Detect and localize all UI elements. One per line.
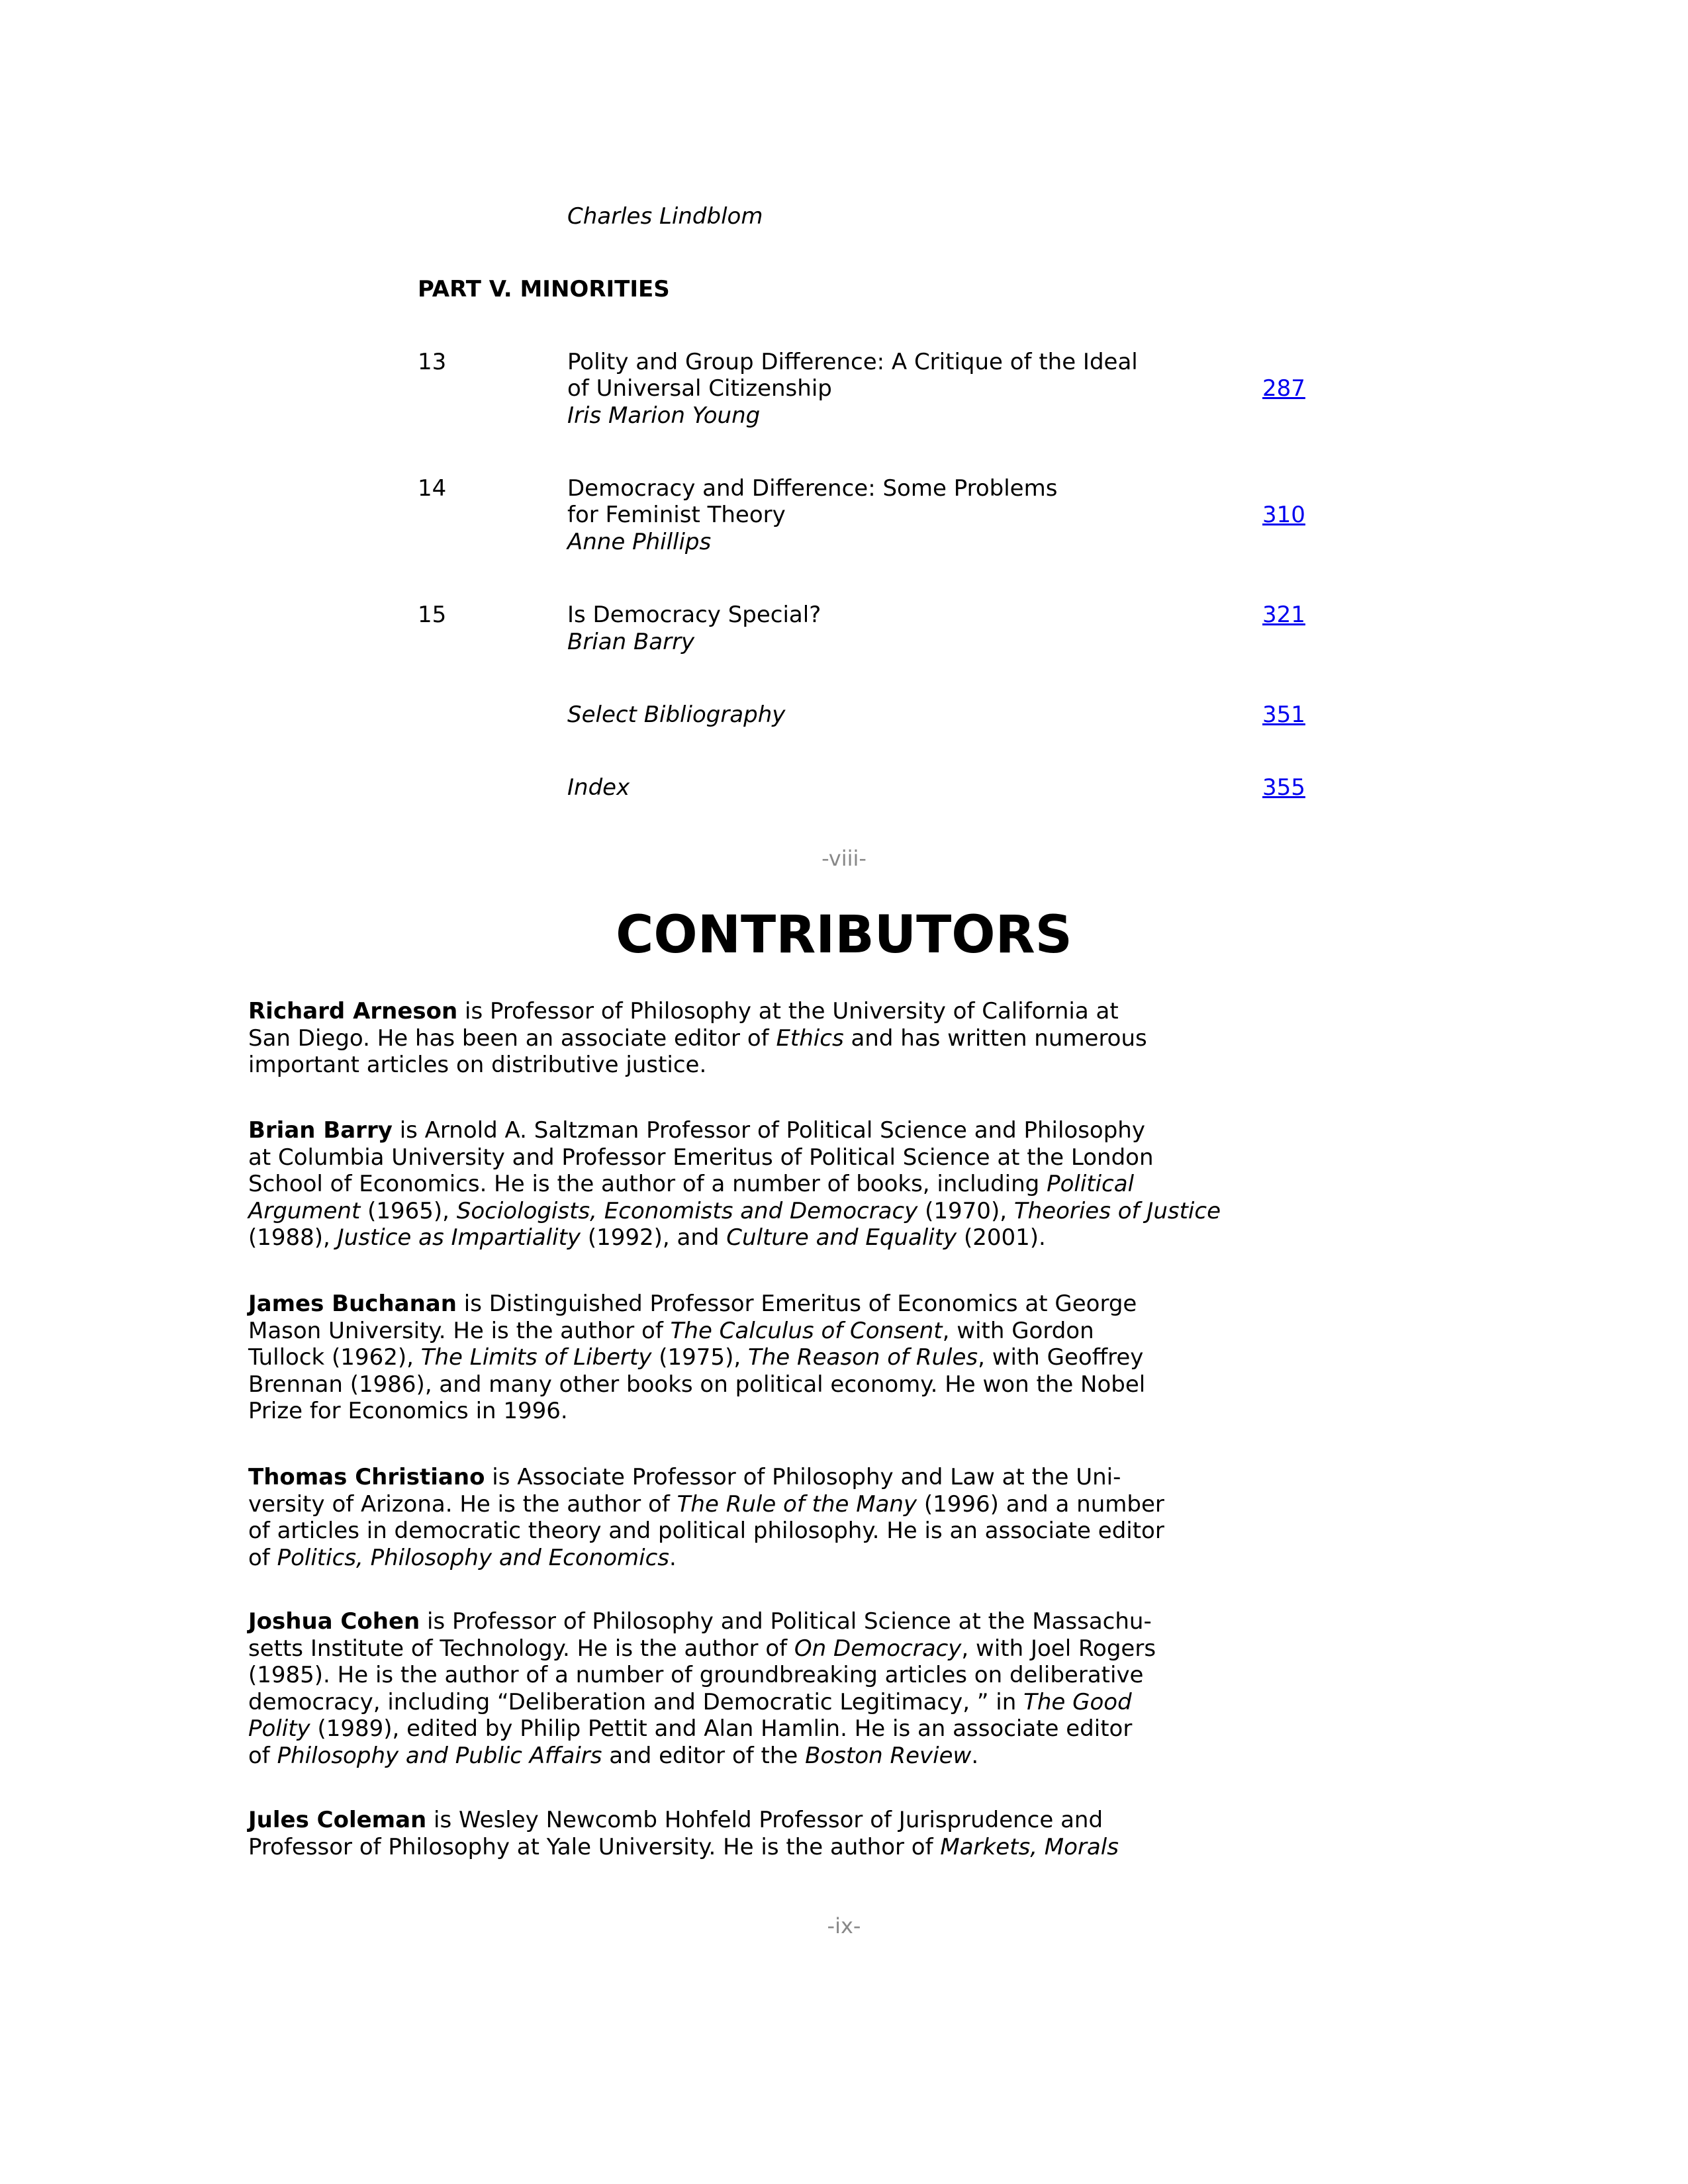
toc-entry-number: 13 [418,349,447,375]
bio-line [248,1743,978,1769]
bio-line [248,1198,1221,1224]
bio-text: is Associate Professor of Philosophy and Law at the Uni- [485,1464,1121,1490]
work-title: The Rule of the Many [677,1490,917,1518]
bio-line [248,1464,1121,1490]
contributor-name: Jules Coleman [248,1807,427,1833]
toc-carry-author: Charles Lindblom [567,203,763,230]
bio-line [248,1318,1094,1344]
bio-text: of [248,1742,277,1769]
bio-line [248,1025,1147,1052]
bio-text: important articles on distributive justice. [248,1052,707,1078]
toc-page-link[interactable]: 310 [1262,502,1305,528]
work-title: Sociologists, Economists and Democracy [456,1197,918,1224]
bio-text: , with Gordon [942,1317,1094,1344]
bio-text: School of Economics. He is the author of a number of books, including [248,1171,1047,1197]
bio-line [248,1635,1156,1662]
toc-entry-author: Anne Phillips [567,529,712,555]
bio-text: Professor of Philosophy at Yale University. He is the author of [248,1833,941,1860]
contributor-name: Brian Barry [248,1117,393,1144]
toc-entry-title-line: Is Democracy Special? [567,602,821,628]
bio-text: and editor of the [602,1742,806,1769]
work-title: Philosophy and Public Affairs [277,1742,602,1769]
toc-entry-author: Iris Marion Young [567,402,761,429]
work-title: The Reason of Rules [747,1344,978,1371]
contributor-name: Joshua Cohen [248,1608,420,1635]
contributor-name: Thomas Christiano [248,1464,485,1490]
bio-line [248,1291,1137,1317]
work-title: Political [1047,1171,1135,1197]
bio-line [248,1144,1154,1171]
bio-text: at Columbia University and Professor Emeritus of Political Science at the London [248,1144,1154,1171]
bio-line [248,1171,1134,1197]
page-number: -ix- [827,1913,861,1938]
toc-entry-number: 15 [418,602,447,628]
bio-text: democracy, including “Deliberation and Democratic Legitimacy, ” in [248,1688,1024,1715]
bio-line [248,1371,1145,1398]
bio-text: is Wesley Newcomb Hohfeld Professor of Jurisprudence and [426,1807,1103,1833]
work-title: Argument [248,1197,361,1224]
bio-line [248,1545,677,1571]
toc-index-label: Index [567,774,630,801]
bio-text: versity of Arizona. He is the author of [248,1490,677,1518]
toc-page-link[interactable]: 355 [1262,774,1305,801]
page-number: -viii- [821,846,867,871]
toc-bibliography-label: Select Bibliography [567,702,786,728]
bio-text: Prize for Economics in 1996. [248,1398,568,1424]
bio-text: is Arnold A. Saltzman Professor of Political Science and Philosophy [392,1117,1145,1144]
bio-text: . [669,1544,677,1571]
bio-line [248,1398,568,1424]
bio-line [248,1715,1132,1742]
bio-text: , with Geoffrey [978,1344,1144,1371]
bio-text: San Diego. He has been an associate editor of [248,1024,776,1052]
toc-page-link[interactable]: 351 [1262,702,1305,728]
bio-text: of articles in democratic theory and political philosophy. He is an associate editor [248,1518,1164,1544]
work-title: Culture and Equality [726,1224,957,1251]
toc-entry-title-line: Democracy and Difference: Some Problems [567,475,1058,502]
bio-text: . [971,1742,979,1769]
toc-entry-title-line: Polity and Group Difference: A Critique of the Ideal [567,349,1138,375]
bio-text: (1985). He is the author of a number of groundbreaking articles on deliberative [248,1662,1144,1688]
toc-page-link[interactable]: 287 [1262,375,1305,402]
bio-text: is Distinguished Professor Emeritus of Economics at George [456,1291,1137,1317]
work-title: Polity [248,1715,310,1742]
work-title: Boston Review [805,1742,972,1769]
bio-text: (2001). [957,1224,1046,1251]
bio-line [248,998,1119,1024]
bio-text: Mason University. He is the author of [248,1317,671,1344]
contributor-name: Richard Arneson [248,998,458,1024]
bio-line [248,1491,1164,1518]
bio-line [248,1052,706,1078]
bio-text: (1996) and a number [917,1490,1164,1518]
work-title: Markets, Morals [940,1833,1119,1860]
bio-text: Brennan (1986), and many other books on political economy. He won the Nobel [248,1371,1146,1398]
bio-line [248,1807,1103,1833]
bio-text: (1988), [248,1224,338,1251]
bio-text: is Professor of Philosophy at the University of California at [457,998,1119,1024]
work-title: Politics, Philosophy and Economics [277,1544,669,1571]
contributors-heading: CONTRIBUTORS [616,905,1072,965]
work-title: Justice as Impartiality [337,1224,581,1251]
bio-text: (1975), [651,1344,748,1371]
bio-text: of [248,1544,277,1571]
bio-line [248,1608,1152,1635]
bio-line [248,1689,1132,1715]
bio-line [248,1224,1046,1251]
toc-page-link[interactable]: 321 [1262,602,1305,628]
work-title: The Calculus of Consent [670,1317,943,1344]
toc-entry-title-line: for Feminist Theory [567,502,786,528]
work-title: Theories of Justice [1013,1197,1221,1224]
bio-line [248,1834,1119,1860]
bio-line [248,1344,1143,1371]
bio-text: Tullock (1962), [248,1344,421,1371]
bio-text: (1992), and [581,1224,727,1251]
bio-text: (1970), [917,1197,1014,1224]
bio-line [248,1662,1143,1688]
part-heading: PART V. MINORITIES [418,276,670,302]
bio-text: setts Institute of Technology. He is the author of [248,1635,794,1662]
bio-text: and has written numerous [843,1024,1147,1052]
bio-line [248,1117,1145,1144]
contributor-name: James Buchanan [248,1291,457,1317]
bio-text: (1989), edited by Philip Pettit and Alan Hamlin. He is an associate editor [310,1715,1133,1742]
bio-text: is Professor of Philosophy and Political Science at the Massachu- [420,1608,1152,1635]
toc-entry-title-line: of Universal Citizenship [567,375,832,402]
toc-entry-number: 14 [418,475,447,502]
toc-entry-author: Brian Barry [567,629,695,655]
bio-text: (1965), [360,1197,457,1224]
work-title: On Democracy [794,1635,962,1662]
bio-text: , with Joel Rogers [961,1635,1156,1662]
work-title: The Good [1023,1688,1132,1715]
work-title: Ethics [776,1024,844,1052]
work-title: The Limits of Liberty [420,1344,652,1371]
bio-line [248,1518,1164,1544]
